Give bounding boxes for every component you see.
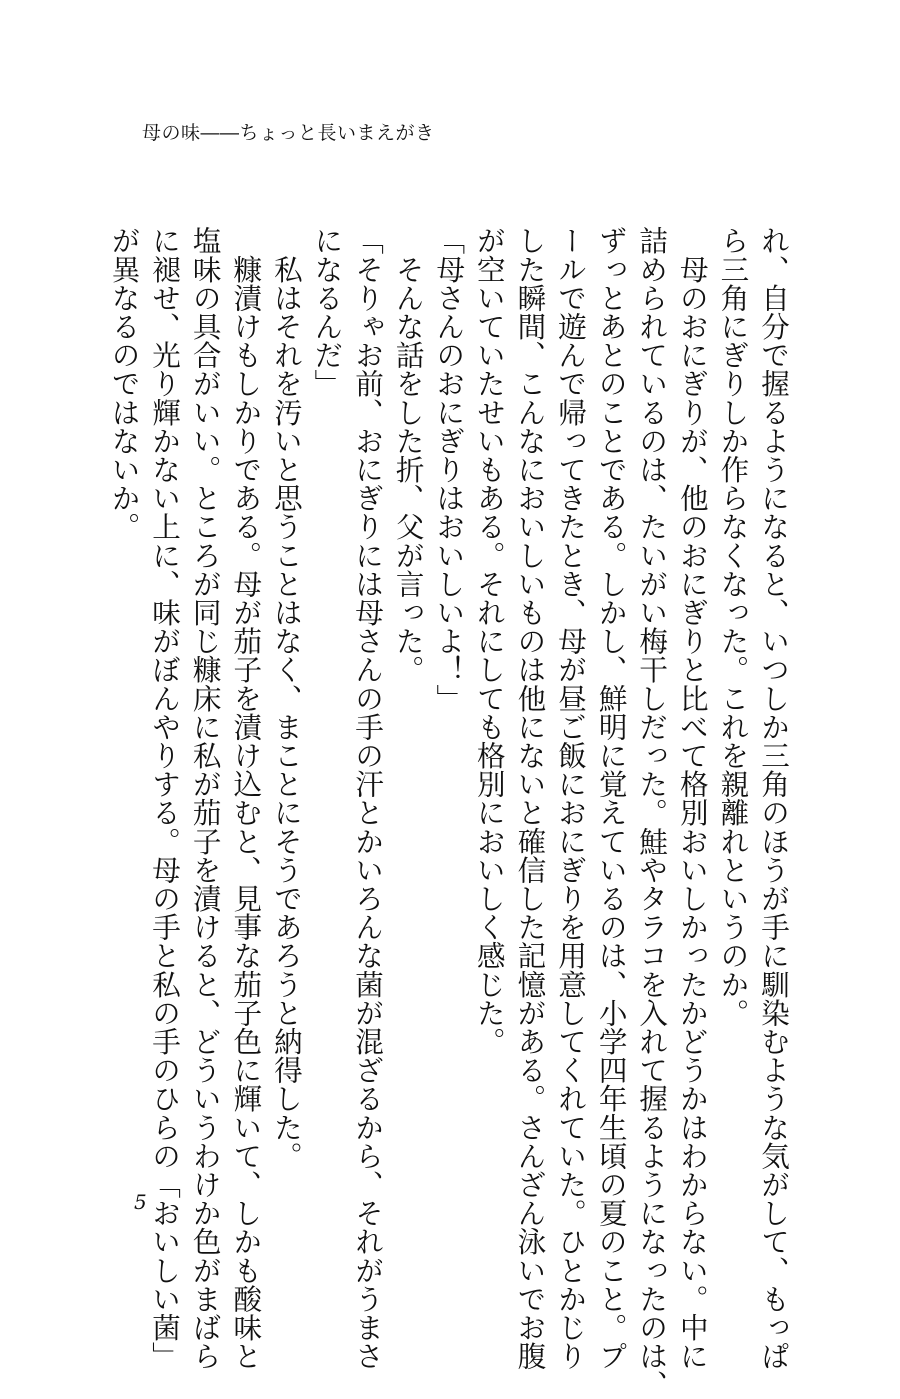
page-number: 5	[134, 1190, 147, 1214]
text-line: になるんだ」	[310, 226, 345, 398]
running-head: 母の味――ちょっと長いまえがき	[142, 122, 435, 144]
text-line: ら三角にぎりしか作らなくなった。これを親離れというのか。	[716, 226, 751, 1027]
text-line: した瞬間、こんなにおいしいものは他にないと確信した記憶がある。さんざん泳いでお腹	[513, 226, 548, 1370]
text-line: に褪せ、光り輝かない上に、味がぼんやりする。母の手と私の手のひらの「おいしい菌」	[148, 226, 183, 1370]
text-line: が異なるのではないか。	[107, 226, 142, 541]
text-line: 糠漬けもしかりである。母が茄子を漬け込むと、見事な茄子色に輝いて、しかも酸味と	[229, 226, 264, 1370]
text-line: ずっとあとのことである。しかし、鮮明に覚えているのは、小学四年生頃の夏のこと。プ	[594, 226, 629, 1370]
text-line: 「そりゃお前、おにぎりには母さんの手の汗とかいろんな菌が混ざるから、それがうまさ	[351, 226, 386, 1370]
text-line: 私はそれを汚いと思うことはなく、まことにそうであろうと納得した。	[269, 226, 304, 1170]
body-text	[94, 226, 794, 1399]
text-line: 詰められているのは、たいがい梅干しだった。鮭やタラコを入れて握るようになったのは、	[635, 226, 670, 1399]
text-line: 「母さんのおにぎりはおいしいよ！」	[432, 226, 467, 713]
text-line: 塩味の具合がいい。ところが同じ糠床に私が茄子を漬けると、どういうわけか色がまばら	[188, 226, 223, 1370]
text-line: 母のおにぎりが、他のおにぎりと比べて格別おいしかったかどうかはわからない。中に	[675, 226, 710, 1370]
text-line: れ、自分で握るようになると、いつしか三角のほうが手に馴染むような気がして、もっぱ	[757, 226, 791, 1370]
text-line: が空いていたせいもある。それにしても格別においしく感じた。	[472, 226, 507, 1056]
text-line: ールで遊んで帰ってきたとき、母が昼ご飯におにぎりを用意してくれていた。ひとかじり	[554, 226, 589, 1370]
text-line: そんな話をした折、父が言った。	[391, 226, 426, 684]
